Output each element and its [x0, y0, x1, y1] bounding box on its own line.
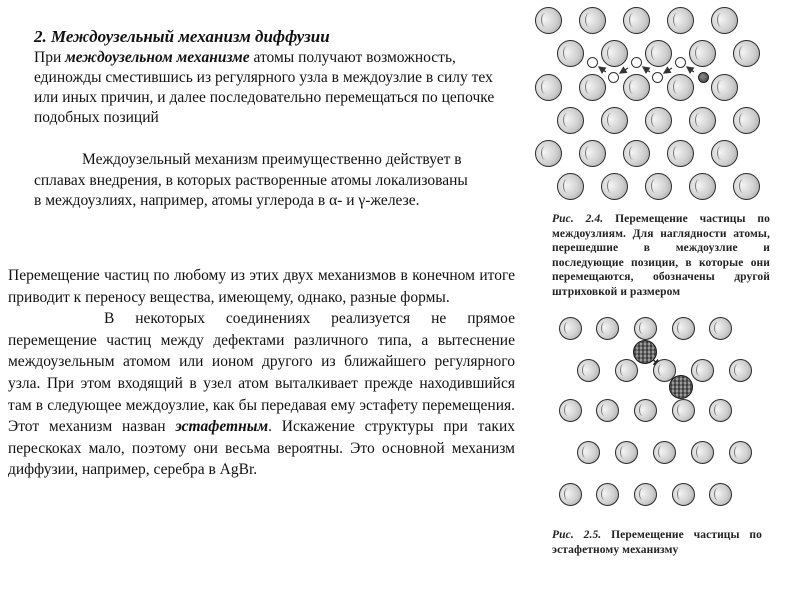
main-paragraph-2-part2: . Искажение структуры при таких перескоках мало, поэтому они весьма вероятны. Это основной механизм диффузии, например, серебра в AgBr. [8, 418, 515, 479]
atom-icon [559, 483, 582, 506]
atom-icon [559, 399, 582, 422]
figure-2-5-number: Рис. 2.5. [552, 529, 602, 541]
atom-icon [709, 483, 732, 506]
atom-icon [691, 441, 714, 464]
alloy-paragraph-text: Междоузельный механизм преимущественно действует в сплавах внедрения, в которых растворенные атомы локализованы в междоузлиях, например, атомы углерода в α- и γ-железе. [34, 151, 468, 209]
main-paragraph-2-part1: В некоторых соединениях реализуется не прямое перемещение частиц между дефектами различного типа, а вытеснение междоузельным атомом или ионом другого из ближайшего регулярного узла. При этом входящий в узел атом выталкивает прежде находившийся там в следующее междоузлие, как бы передавая ему эстафету перемещения. Этот механизм назван [8, 310, 515, 436]
atom-icon [729, 441, 752, 464]
figure-2-5-text: Перемещение частицы по эстафетному механизму [552, 529, 762, 556]
intro-emphasis: междоузельном механизме [65, 49, 250, 66]
relay-mechanism-term: эстафетным [175, 418, 269, 436]
figure-2-4-text: Перемещение частицы по междоузлиям. Для наглядности атомы, перешедшие в междоузлие и последующие позиции, в которые они перемещаются, обозначены другой штриховкой и размером [552, 213, 770, 298]
atom-icon [596, 399, 619, 422]
atom-icon [709, 317, 732, 340]
atom-icon [729, 359, 752, 382]
intro-rest: атомы получают возможность, единожды сместившись из регулярного узла в междоузлие в силу тех или иных причин, и далее последовательно перемещаться по цепочке подобных позиций [34, 49, 495, 126]
atom-icon [596, 317, 619, 340]
atom-icon [577, 359, 600, 382]
atom-icon [634, 483, 657, 506]
atom-icon [653, 441, 676, 464]
figure-2-5-caption [552, 528, 762, 557]
atom-icon [672, 399, 695, 422]
atom-icon [691, 359, 714, 382]
relay-atom-icon [633, 340, 657, 364]
atom-icon [615, 441, 638, 464]
figure-2-4-number: Рис. 2.4. [552, 213, 604, 225]
atom-icon [634, 317, 657, 340]
atom-icon [672, 317, 695, 340]
atom-icon [634, 399, 657, 422]
atom-icon [577, 441, 600, 464]
displaced-atom-icon [669, 375, 693, 399]
atom-icon [615, 359, 638, 382]
atom-icon [559, 317, 582, 340]
atom-icon [709, 399, 732, 422]
atom-icon [672, 483, 695, 506]
atom-icon [596, 483, 619, 506]
intro-lead: При [34, 49, 66, 66]
section-title: 2. Междоузельный механизм диффузии [34, 27, 330, 46]
main-paragraph-1: Перемещение частиц по любому из этих двух механизмов в конечном итоге приводит к переносу вещества, имеющему, однако, разные формы. [8, 267, 515, 306]
